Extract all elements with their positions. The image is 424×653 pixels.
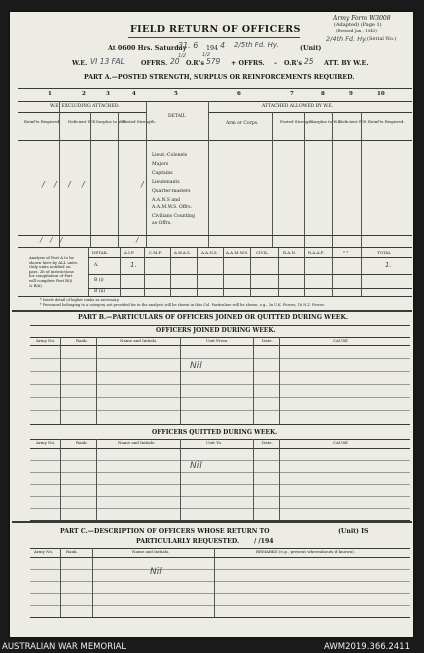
- minus-label: –: [274, 60, 278, 67]
- col-number: 4: [132, 91, 136, 97]
- quitted-col: Name and Initials.: [118, 440, 156, 445]
- col-header-reinf-r: Reinf'ts Required.: [368, 119, 405, 124]
- col-header-deficient-r: Deficient W.E.: [339, 119, 368, 124]
- tally-mark: /: [68, 180, 71, 189]
- date-handwriting: 31. 6: [178, 41, 199, 50]
- joined-col: CAUSE: [333, 338, 348, 343]
- tally-mark: /: [50, 236, 53, 244]
- analysis-header: R.A.A.F.: [308, 250, 325, 255]
- tally-mark: /: [141, 180, 144, 189]
- joined-col: Name and Initials.: [120, 338, 158, 343]
- col-number: 2: [82, 91, 86, 97]
- quitted-nil: Nil: [190, 461, 202, 471]
- part-c-unit-is: (Unit) IS: [338, 528, 369, 535]
- analysis-header: A.A.N.S.: [201, 250, 218, 255]
- archive-reference: AWM2019.366.2411: [324, 642, 410, 652]
- col-header-surplus: Surplus to W.E.: [96, 119, 128, 124]
- rank-label: Lieut.-Colonels: [152, 153, 188, 158]
- analysis-header: DETAIL: [92, 250, 108, 255]
- ors-label: O.R's: [186, 60, 205, 67]
- rank-label: Captains: [152, 171, 173, 176]
- tally-mark: /: [136, 236, 139, 244]
- analysis-row-label: A.: [94, 263, 99, 268]
- part-c-col: Name and Initials.: [132, 549, 170, 554]
- col-header-deficient: Deficient W.E.: [68, 119, 97, 124]
- part-c-col: Army No.: [34, 549, 54, 554]
- tally-mark: /: [54, 180, 57, 189]
- quitted-col: Date.: [262, 440, 273, 445]
- col-header-reinf: Reinf'ts Required.: [24, 119, 61, 124]
- unit-label: (Unit): [300, 45, 322, 52]
- year-label: 194: [206, 45, 219, 52]
- part-b-heading: PART B.—PARTICULARS OF OFFICERS JOINED OR QUITTED DURING WEEK.: [78, 314, 349, 321]
- serial-no-label: (Serial No.): [367, 36, 397, 42]
- ors2-label: O.R's: [284, 60, 303, 67]
- col-number: 8: [321, 91, 325, 97]
- col-header-surplus-r: Surplus to W.E.: [311, 119, 343, 124]
- form-page: [10, 12, 413, 637]
- footnote: * Insert detail of higher ranks as necessary.: [40, 298, 120, 302]
- analysis-header: * *: [343, 250, 349, 255]
- adapted-note: (Adapted) (Page 1): [334, 22, 382, 28]
- col-number: 1: [48, 91, 52, 97]
- att-ors-handwriting: 25: [304, 57, 314, 66]
- joined-nil: Nil: [190, 361, 202, 371]
- detail-label: DETAIL: [168, 114, 186, 119]
- analysis-header: R.A.N.: [283, 250, 296, 255]
- unit-handwriting: 2/5th Fd. Hy.: [234, 41, 279, 49]
- revised-note: (Revised Jan., 1943): [336, 28, 377, 33]
- att-by-we-label: ATT. BY W.E.: [324, 60, 369, 67]
- rank-label: A.A.M.W.S. Offrs.: [152, 205, 193, 210]
- rank-label: Civilians Counting: [152, 214, 195, 219]
- archive-caption: [0, 641, 424, 653]
- joined-col: Army No.: [36, 338, 56, 343]
- analysis-row-label: B (i): [94, 278, 104, 283]
- analysis-header: CIVIL.: [256, 250, 270, 255]
- quitted-col: CAUSE: [333, 440, 348, 445]
- small-handwriting-a: 1/2: [178, 53, 187, 59]
- part-c-col: Rank.: [66, 549, 78, 554]
- offrs-label: OFFRS.: [141, 60, 168, 67]
- attached-allowed-label: ATTACHED ALLOWED BY W.E.: [262, 104, 334, 109]
- analysis-header: A.I.F.: [124, 250, 135, 255]
- year-handwriting: 4: [220, 41, 226, 50]
- analysis-note: Analysis of Part A to be shown here by ALL units. Only units notified on pars. 2b of instructions for compilation of Part will complete Part B(i) & B(ii).: [29, 255, 79, 288]
- tally-mark: /: [40, 236, 43, 244]
- we-label: W.E.: [72, 60, 88, 67]
- quitted-col: Army No.: [36, 440, 56, 445]
- col-number: 3: [106, 91, 110, 97]
- rank-label: Majors: [152, 162, 169, 167]
- col-number: 9: [349, 91, 353, 97]
- quitted-col: Unit To.: [206, 440, 223, 445]
- col-number: 7: [290, 91, 294, 97]
- col-header-posted-r: Posted Strength.: [280, 119, 315, 124]
- form-title: FIELD RETURN OF OFFICERS: [130, 24, 301, 35]
- part-a-heading: PART A.—POSTED STRENGTH, SURPLUS OR REINFORCEMENTS REQUIRED.: [84, 74, 355, 81]
- at-line-label: At 0600 Hrs. Saturday: [108, 45, 187, 52]
- archive-name: AUSTRALIAN WAR MEMORIAL: [2, 642, 127, 652]
- footnote: * Personnel belonging to a category not provided for in the analysis will be shown in this Col. Particulars will be shown, e.g., 2x U.K. Forces; 18 N.Z. Forces.: [40, 303, 326, 307]
- analysis-header: A.A.M.W.S.: [226, 250, 249, 255]
- part-c-particularly: PARTICULARLY REQUESTED.: [136, 538, 240, 545]
- joined-col: Unit From.: [206, 338, 229, 343]
- offrs-handwriting: 20: [170, 57, 180, 66]
- col-number: 10: [377, 91, 385, 97]
- joined-col: Date.: [262, 338, 273, 343]
- analysis-header: A.W.A.S.: [174, 250, 191, 255]
- total-value: 1.: [385, 261, 392, 269]
- tally-mark: /: [60, 236, 63, 244]
- col-header-arm-corps: Arm or Corps.: [226, 121, 259, 126]
- rank-label: Lieutenants: [152, 180, 180, 185]
- part-c-heading: PART C.—DESCRIPTION OF OFFICERS WHOSE RETURN TO: [60, 528, 270, 535]
- tally-mark: /: [42, 180, 45, 189]
- plus-offrs-label: + OFFRS.: [231, 60, 265, 67]
- rank-label: Quarter-masters: [152, 189, 191, 194]
- analysis-row-label: B (ii): [94, 289, 106, 294]
- joined-col: Rank.: [76, 338, 88, 343]
- col-number: 5: [174, 91, 178, 97]
- ors-handwriting: 579: [206, 57, 221, 66]
- we-handwriting: VI 13 FAL: [90, 57, 125, 66]
- col-header-posted: Posted Strength.: [122, 119, 157, 124]
- part-c-date: / /194: [254, 538, 274, 545]
- joined-title: OFFICERS JOINED DURING WEEK.: [156, 327, 276, 334]
- we-excluding-label: W.E. EXCLUDING ATTACHED.: [50, 104, 120, 109]
- col-number: 6: [237, 91, 241, 97]
- serial-handwriting: 2/4th Fd. Hy.: [326, 35, 368, 43]
- army-form-number: Army Form W3008: [333, 15, 391, 22]
- rank-label: as Offrs.: [152, 221, 172, 226]
- rank-label: A.A.N.S and: [152, 198, 180, 203]
- part-c-nil: Nil: [150, 567, 162, 577]
- part-c-col: REMARKS (e.g., present whereabouts if known).: [256, 549, 355, 554]
- small-handwriting-b: 1/2: [202, 52, 211, 58]
- analysis-header: C.M.F.: [149, 250, 162, 255]
- aif-value: 1.: [130, 261, 137, 269]
- tally-mark: /: [82, 180, 85, 189]
- quitted-title: OFFICERS QUITTED DURING WEEK.: [152, 429, 278, 436]
- analysis-header: TOTAL: [377, 250, 391, 255]
- quitted-col: Rank.: [76, 440, 88, 445]
